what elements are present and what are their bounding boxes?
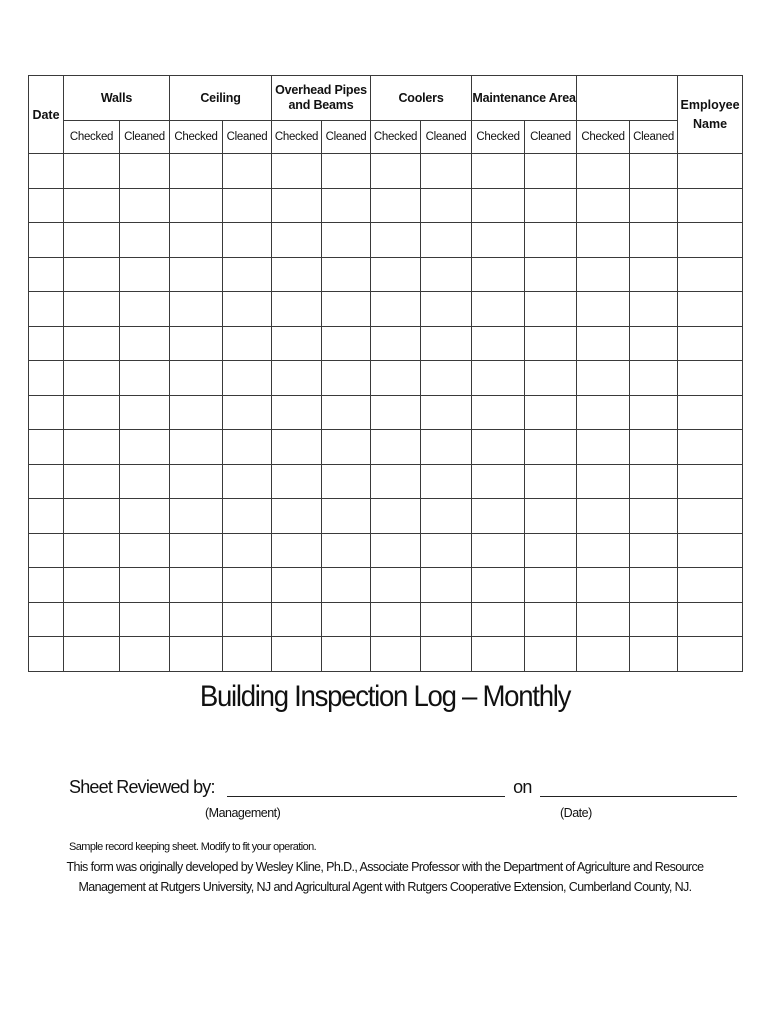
check-cell[interactable] [472, 602, 525, 637]
log-row [29, 430, 743, 465]
date-cell[interactable] [29, 223, 64, 258]
log-row [29, 602, 743, 637]
date-cell[interactable] [29, 499, 64, 534]
check-cell[interactable] [630, 223, 678, 258]
employee-name-header: Employee Name [678, 76, 743, 154]
date-cell[interactable] [29, 292, 64, 327]
log-row [29, 361, 743, 396]
check-cell[interactable] [630, 361, 678, 396]
log-row [29, 257, 743, 292]
check-cell[interactable] [421, 602, 472, 637]
on-label: on [513, 777, 532, 797]
check-cell[interactable] [371, 464, 421, 499]
inspection-log-table [28, 75, 743, 672]
check-cell[interactable] [64, 637, 120, 672]
check-cell[interactable] [421, 499, 472, 534]
check-cell[interactable] [421, 395, 472, 430]
date-header: Date [29, 76, 64, 154]
check-cell[interactable] [577, 499, 630, 534]
sample-note: Sample record keeping sheet. Modify to fit your operation. [69, 841, 317, 853]
check-cell[interactable] [322, 395, 371, 430]
check-cell[interactable] [421, 361, 472, 396]
sub-header-cleaned: Cleaned [223, 121, 272, 154]
check-cell[interactable] [272, 637, 322, 672]
check-cell[interactable] [223, 292, 272, 327]
check-cell[interactable] [630, 188, 678, 223]
log-row [29, 292, 743, 327]
check-cell[interactable] [64, 568, 120, 603]
check-cell[interactable] [525, 395, 577, 430]
check-cell[interactable] [630, 637, 678, 672]
check-cell[interactable] [472, 430, 525, 465]
check-cell[interactable] [272, 223, 322, 258]
blank-group-header [577, 76, 678, 121]
reviewed-by-label: Sheet Reviewed by: [69, 777, 215, 797]
sub-header-checked: Checked [472, 121, 525, 154]
check-cell[interactable] [223, 499, 272, 534]
check-cell[interactable] [272, 395, 322, 430]
employee-name-cell[interactable] [678, 154, 743, 189]
check-cell[interactable] [630, 326, 678, 361]
check-cell[interactable] [272, 326, 322, 361]
check-cell[interactable] [64, 154, 120, 189]
review-line [69, 776, 737, 798]
check-cell[interactable] [472, 326, 525, 361]
check-cell[interactable] [223, 395, 272, 430]
check-cell[interactable] [630, 395, 678, 430]
check-cell[interactable] [120, 637, 170, 672]
check-cell[interactable] [525, 464, 577, 499]
check-cell[interactable] [170, 464, 223, 499]
check-cell[interactable] [223, 568, 272, 603]
check-cell[interactable] [371, 395, 421, 430]
check-cell[interactable] [630, 292, 678, 327]
employee-name-cell[interactable] [678, 223, 743, 258]
check-cell[interactable] [223, 154, 272, 189]
log-row [29, 568, 743, 603]
check-cell[interactable] [120, 568, 170, 603]
check-cell[interactable] [525, 430, 577, 465]
check-cell[interactable] [371, 188, 421, 223]
date-cell[interactable] [29, 395, 64, 430]
check-cell[interactable] [64, 257, 120, 292]
employee-name-cell[interactable] [678, 361, 743, 396]
date-cell[interactable] [29, 361, 64, 396]
check-cell[interactable] [577, 257, 630, 292]
employee-name-cell[interactable] [678, 602, 743, 637]
check-cell[interactable] [525, 361, 577, 396]
check-cell[interactable] [223, 464, 272, 499]
check-cell[interactable] [64, 395, 120, 430]
employee-name-cell[interactable] [678, 533, 743, 568]
check-cell[interactable] [525, 257, 577, 292]
walls-header: Walls [64, 76, 170, 121]
date-cell[interactable] [29, 257, 64, 292]
sub-header-cleaned: Cleaned [322, 121, 371, 154]
management-caption: (Management) [205, 806, 281, 820]
check-cell[interactable] [630, 464, 678, 499]
check-cell[interactable] [421, 637, 472, 672]
check-cell[interactable] [577, 292, 630, 327]
check-cell[interactable] [170, 430, 223, 465]
check-cell[interactable] [223, 637, 272, 672]
employee-name-cell[interactable] [678, 464, 743, 499]
check-cell[interactable] [223, 361, 272, 396]
check-cell[interactable] [272, 499, 322, 534]
check-cell[interactable] [371, 154, 421, 189]
coolers-header: Coolers [371, 76, 472, 121]
check-cell[interactable] [322, 430, 371, 465]
check-cell[interactable] [472, 533, 525, 568]
check-cell[interactable] [64, 533, 120, 568]
check-cell[interactable] [272, 533, 322, 568]
check-cell[interactable] [525, 188, 577, 223]
sub-header-cleaned: Cleaned [630, 121, 678, 154]
check-cell[interactable] [120, 292, 170, 327]
check-cell[interactable] [170, 154, 223, 189]
check-cell[interactable] [371, 326, 421, 361]
date-caption: (Date) [560, 806, 592, 820]
check-cell[interactable] [120, 395, 170, 430]
check-cell[interactable] [371, 223, 421, 258]
date-cell[interactable] [29, 430, 64, 465]
check-cell[interactable] [170, 568, 223, 603]
check-cell[interactable] [170, 361, 223, 396]
check-cell[interactable] [120, 188, 170, 223]
check-cell[interactable] [371, 568, 421, 603]
check-cell[interactable] [577, 430, 630, 465]
date-cell[interactable] [29, 568, 64, 603]
check-cell[interactable] [120, 499, 170, 534]
check-cell[interactable] [630, 568, 678, 603]
check-cell[interactable] [64, 223, 120, 258]
check-cell[interactable] [472, 292, 525, 327]
ceiling-header: Ceiling [170, 76, 272, 121]
check-cell[interactable] [472, 637, 525, 672]
check-cell[interactable] [223, 326, 272, 361]
check-cell[interactable] [322, 464, 371, 499]
check-cell[interactable] [322, 292, 371, 327]
sub-header-checked: Checked [272, 121, 322, 154]
check-cell[interactable] [272, 188, 322, 223]
log-row [29, 395, 743, 430]
employee-name-cell[interactable] [678, 188, 743, 223]
check-cell[interactable] [272, 430, 322, 465]
check-cell[interactable] [120, 257, 170, 292]
check-cell[interactable] [322, 154, 371, 189]
check-cell[interactable] [272, 602, 322, 637]
check-cell[interactable] [525, 292, 577, 327]
employee-name-cell[interactable] [678, 568, 743, 603]
check-cell[interactable] [421, 257, 472, 292]
check-cell[interactable] [525, 533, 577, 568]
check-cell[interactable] [472, 464, 525, 499]
log-row [29, 154, 743, 189]
check-cell[interactable] [322, 257, 371, 292]
employee-name-cell[interactable] [678, 257, 743, 292]
check-cell[interactable] [322, 568, 371, 603]
check-cell[interactable] [223, 223, 272, 258]
check-cell[interactable] [322, 533, 371, 568]
check-cell[interactable] [120, 430, 170, 465]
check-cell[interactable] [525, 602, 577, 637]
check-cell[interactable] [272, 292, 322, 327]
sub-header-cleaned: Cleaned [525, 121, 577, 154]
check-cell[interactable] [223, 430, 272, 465]
check-cell[interactable] [223, 602, 272, 637]
check-cell[interactable] [525, 637, 577, 672]
check-cell[interactable] [223, 533, 272, 568]
check-cell[interactable] [577, 223, 630, 258]
date-cell[interactable] [29, 464, 64, 499]
check-cell[interactable] [170, 257, 223, 292]
check-cell[interactable] [223, 257, 272, 292]
employee-name-cell[interactable] [678, 395, 743, 430]
date-cell[interactable] [29, 326, 64, 361]
check-cell[interactable] [322, 602, 371, 637]
check-cell[interactable] [472, 361, 525, 396]
check-cell[interactable] [170, 533, 223, 568]
check-cell[interactable] [371, 499, 421, 534]
check-cell[interactable] [421, 292, 472, 327]
check-cell[interactable] [120, 464, 170, 499]
check-cell[interactable] [322, 361, 371, 396]
employee-name-cell[interactable] [678, 430, 743, 465]
log-row [29, 326, 743, 361]
check-cell[interactable] [272, 257, 322, 292]
check-cell[interactable] [170, 223, 223, 258]
check-cell[interactable] [577, 464, 630, 499]
employee-name-cell[interactable] [678, 637, 743, 672]
check-cell[interactable] [170, 326, 223, 361]
check-cell[interactable] [421, 326, 472, 361]
check-cell[interactable] [630, 533, 678, 568]
employee-name-cell[interactable] [678, 326, 743, 361]
date-cell[interactable] [29, 154, 64, 189]
check-cell[interactable] [120, 223, 170, 258]
check-cell[interactable] [64, 188, 120, 223]
check-cell[interactable] [322, 637, 371, 672]
check-cell[interactable] [170, 602, 223, 637]
check-cell[interactable] [630, 430, 678, 465]
check-cell[interactable] [64, 292, 120, 327]
check-cell[interactable] [577, 395, 630, 430]
check-cell[interactable] [525, 568, 577, 603]
log-row [29, 188, 743, 223]
check-cell[interactable] [472, 188, 525, 223]
check-cell[interactable] [421, 430, 472, 465]
check-cell[interactable] [322, 188, 371, 223]
check-cell[interactable] [371, 430, 421, 465]
check-cell[interactable] [630, 499, 678, 534]
check-cell[interactable] [64, 602, 120, 637]
check-cell[interactable] [272, 154, 322, 189]
check-cell[interactable] [525, 154, 577, 189]
sub-header-checked: Checked [577, 121, 630, 154]
check-cell[interactable] [421, 568, 472, 603]
check-cell[interactable] [577, 568, 630, 603]
check-cell[interactable] [577, 154, 630, 189]
check-cell[interactable] [371, 292, 421, 327]
check-cell[interactable] [577, 326, 630, 361]
log-rows [29, 154, 743, 672]
check-cell[interactable] [322, 223, 371, 258]
check-cell[interactable] [64, 361, 120, 396]
check-cell[interactable] [272, 464, 322, 499]
check-cell[interactable] [472, 223, 525, 258]
check-cell[interactable] [421, 188, 472, 223]
check-cell[interactable] [421, 223, 472, 258]
date-cell[interactable] [29, 637, 64, 672]
overhead-pipes-header: Overhead Pipes and Beams [272, 76, 371, 121]
check-cell[interactable] [64, 430, 120, 465]
employee-name-cell[interactable] [678, 292, 743, 327]
check-cell[interactable] [371, 361, 421, 396]
check-cell[interactable] [525, 499, 577, 534]
date-cell[interactable] [29, 602, 64, 637]
check-cell[interactable] [421, 533, 472, 568]
check-cell[interactable] [120, 602, 170, 637]
check-cell[interactable] [120, 533, 170, 568]
check-cell[interactable] [120, 154, 170, 189]
check-cell[interactable] [170, 188, 223, 223]
check-cell[interactable] [472, 154, 525, 189]
check-cell[interactable] [170, 292, 223, 327]
log-row [29, 533, 743, 568]
employee-name-cell[interactable] [678, 499, 743, 534]
page-title: Building Inspection Log – Monthly [199, 680, 571, 713]
sub-header-checked: Checked [64, 121, 120, 154]
check-cell[interactable] [120, 361, 170, 396]
log-row [29, 464, 743, 499]
check-cell[interactable] [472, 395, 525, 430]
check-cell[interactable] [64, 464, 120, 499]
check-cell[interactable] [577, 361, 630, 396]
check-cell[interactable] [371, 602, 421, 637]
check-cell[interactable] [472, 568, 525, 603]
check-cell[interactable] [322, 499, 371, 534]
check-cell[interactable] [577, 533, 630, 568]
sub-header-checked: Checked [170, 121, 223, 154]
credit-text: This form was originally developed by Wesley Kline, Ph.D., Associate Professor with the Department of Agriculture and Resource Management at Rutgers University, NJ and Agricultural Agent with Rutgers Cooperative Extension, Cumberland County, NJ. [66, 860, 704, 894]
check-cell[interactable] [630, 257, 678, 292]
check-cell[interactable] [272, 568, 322, 603]
sub-header-cleaned: Cleaned [120, 121, 170, 154]
check-cell[interactable] [371, 257, 421, 292]
check-cell[interactable] [371, 533, 421, 568]
log-row [29, 637, 743, 672]
check-cell[interactable] [120, 326, 170, 361]
sub-header-cleaned: Cleaned [421, 121, 472, 154]
log-row [29, 499, 743, 534]
check-cell[interactable] [577, 188, 630, 223]
check-cell[interactable] [421, 464, 472, 499]
check-cell[interactable] [322, 326, 371, 361]
check-cell[interactable] [223, 188, 272, 223]
maintenance-area-header: Maintenance Area [472, 76, 577, 121]
check-cell[interactable] [525, 223, 577, 258]
check-cell[interactable] [472, 499, 525, 534]
check-cell[interactable] [272, 361, 322, 396]
check-cell[interactable] [577, 637, 630, 672]
date-cell[interactable] [29, 533, 64, 568]
check-cell[interactable] [525, 326, 577, 361]
review-date-field[interactable] [540, 776, 737, 797]
sub-header-checked: Checked [371, 121, 421, 154]
check-cell[interactable] [472, 257, 525, 292]
check-cell[interactable] [577, 602, 630, 637]
log-row [29, 223, 743, 258]
date-cell[interactable] [29, 188, 64, 223]
check-cell[interactable] [64, 326, 120, 361]
check-cell[interactable] [170, 637, 223, 672]
check-cell[interactable] [64, 499, 120, 534]
management-signature-field[interactable] [227, 776, 505, 797]
check-cell[interactable] [421, 154, 472, 189]
check-cell[interactable] [630, 602, 678, 637]
check-cell[interactable] [371, 637, 421, 672]
check-cell[interactable] [170, 499, 223, 534]
check-cell[interactable] [630, 154, 678, 189]
check-cell[interactable] [170, 395, 223, 430]
